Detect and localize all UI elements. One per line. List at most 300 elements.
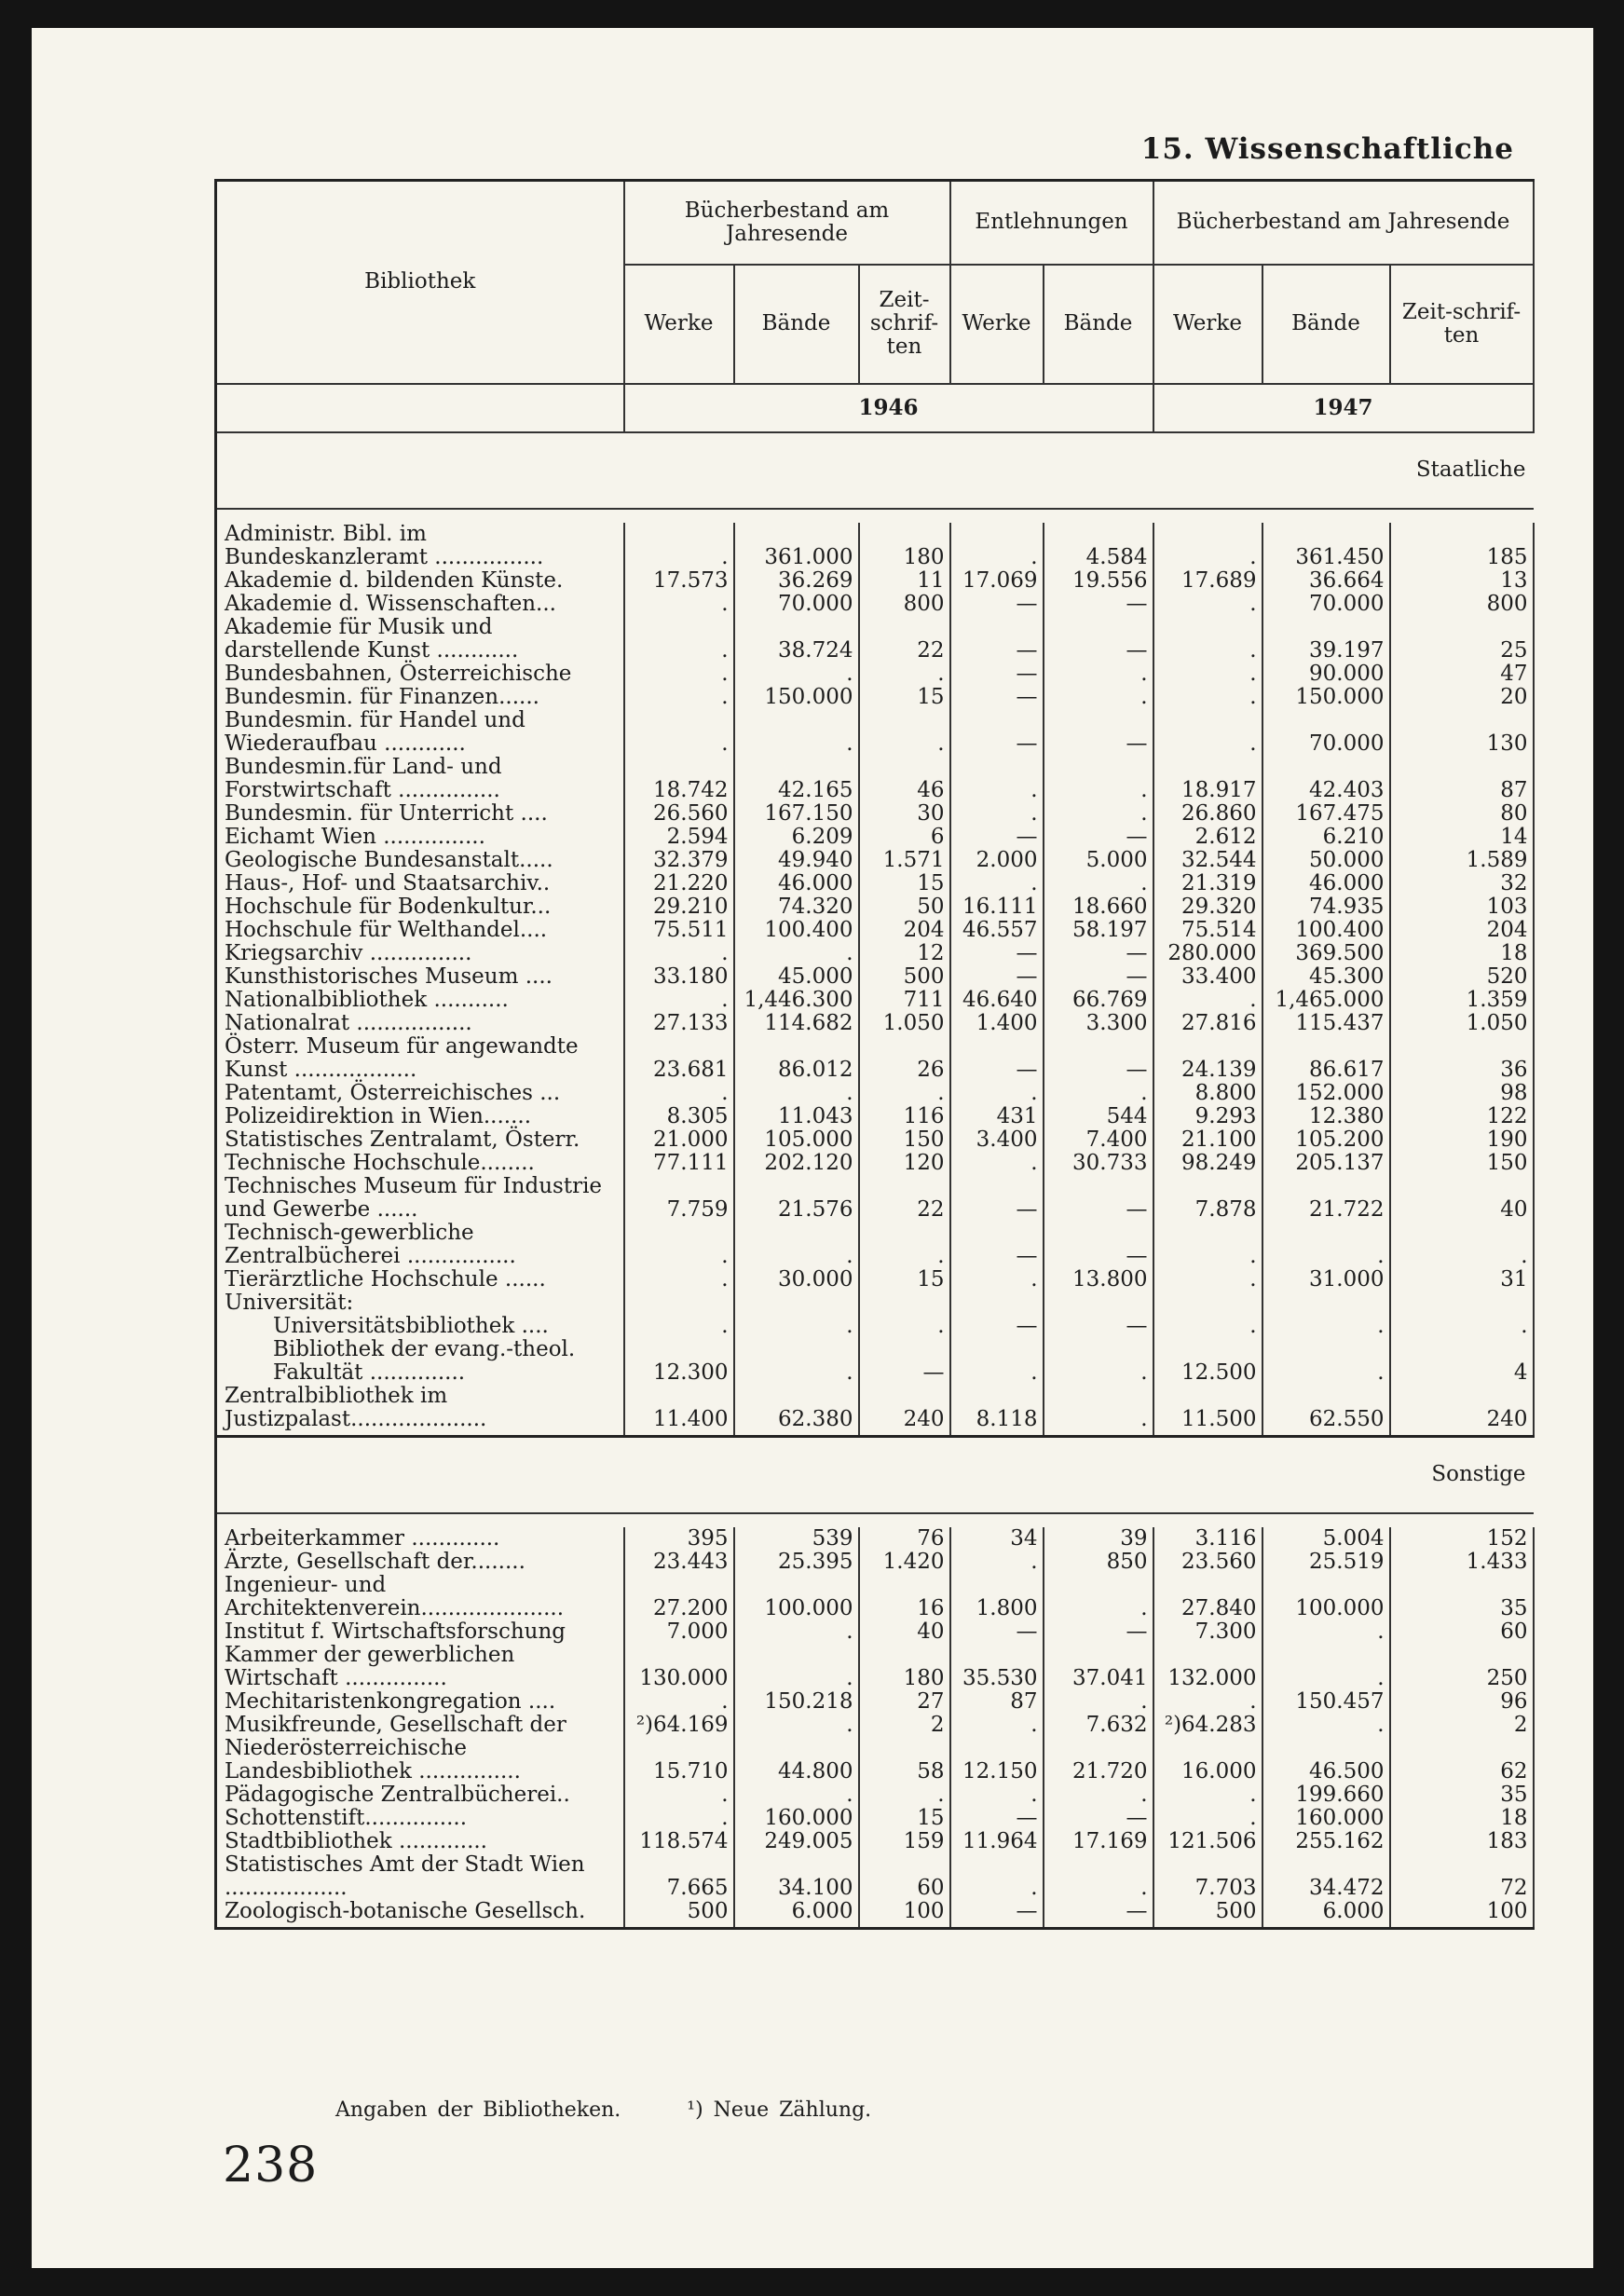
table-cell: . xyxy=(1044,686,1153,709)
table-cell: — xyxy=(950,709,1044,756)
table-cell: 30.733 xyxy=(1044,1152,1153,1175)
header-bestand-1947: Bücherbestand am Jahresende xyxy=(1153,181,1534,265)
table-cell: 36 xyxy=(1390,1035,1534,1082)
table-row xyxy=(216,1551,1534,1574)
table-cell: 500 xyxy=(624,1900,734,1929)
table-cell: 37.041 xyxy=(1044,1644,1153,1690)
table-cell: 8.305 xyxy=(624,1105,734,1128)
library-name: Universitätsbibliothek .... xyxy=(216,1315,624,1338)
table-cell: 98.249 xyxy=(1153,1152,1262,1175)
library-name: Pädagogische Zentralbücherei.. xyxy=(216,1784,624,1807)
table-cell: 114.682 xyxy=(734,1012,859,1035)
table-cell: 50.000 xyxy=(1262,849,1390,872)
table-cell: 34.472 xyxy=(1262,1853,1390,1900)
table-cell: 103 xyxy=(1390,895,1534,919)
table-cell: 1.571 xyxy=(859,849,950,872)
table-cell: 8.118 xyxy=(950,1385,1044,1437)
table-cell: . xyxy=(734,1644,859,1690)
library-statistics-table xyxy=(214,179,1535,1930)
table-cell: 130.000 xyxy=(624,1644,734,1690)
table-row xyxy=(216,686,1534,709)
table-cell: — xyxy=(1044,1807,1153,1830)
table-row xyxy=(216,1082,1534,1105)
table-cell: — xyxy=(950,686,1044,709)
table-row xyxy=(216,1620,1534,1644)
table-cell: 240 xyxy=(1390,1385,1534,1437)
table-row xyxy=(216,1690,1534,1714)
table-cell: . xyxy=(950,1853,1044,1900)
table-cell: 23.443 xyxy=(624,1551,734,1574)
table-cell: 98 xyxy=(1390,1082,1534,1105)
table-cell: 34.100 xyxy=(734,1853,859,1900)
table-cell: 850 xyxy=(1044,1551,1153,1574)
table-cell: 7.759 xyxy=(624,1175,734,1222)
table-row xyxy=(216,826,1534,849)
table-cell: 86.012 xyxy=(734,1035,859,1082)
table-cell: 100.000 xyxy=(1262,1574,1390,1620)
table-cell: . xyxy=(624,942,734,965)
table-cell: 11.043 xyxy=(734,1105,859,1128)
table-cell: 40 xyxy=(859,1620,950,1644)
table-cell: 29.210 xyxy=(624,895,734,919)
table-cell: . xyxy=(950,1338,1044,1385)
table-cell: 33.400 xyxy=(1153,965,1262,989)
table-cell: . xyxy=(950,1268,1044,1292)
table-row xyxy=(216,1152,1534,1175)
table-cell: . xyxy=(624,1082,734,1105)
table-cell: 17.689 xyxy=(1153,569,1262,593)
library-name: Tierärztliche Hochschule ...... xyxy=(216,1268,624,1292)
table-cell: 12.300 xyxy=(624,1338,734,1385)
table-cell: 180 xyxy=(859,1644,950,1690)
table-cell: 27.816 xyxy=(1153,1012,1262,1035)
header-baende: Bände xyxy=(1044,265,1153,384)
table-cell: 190 xyxy=(1390,1128,1534,1152)
table-cell: . xyxy=(624,686,734,709)
table-row xyxy=(216,1385,1534,1437)
table-cell: 42.165 xyxy=(734,756,859,802)
table-cell: 17.069 xyxy=(950,569,1044,593)
table-cell: 90.000 xyxy=(1262,663,1390,686)
table-cell: 20 xyxy=(1390,686,1534,709)
table-cell: 50 xyxy=(859,895,950,919)
table-cell: 46.500 xyxy=(1262,1737,1390,1784)
library-name: Österr. Museum für angewandte Kunst .................. xyxy=(216,1035,624,1082)
library-name: Statistisches Zentralamt, Österr. xyxy=(216,1128,624,1152)
table-row xyxy=(216,663,1534,686)
table-cell: 74.320 xyxy=(734,895,859,919)
table-cell: . xyxy=(859,1222,950,1268)
table-cell: 19.556 xyxy=(1044,569,1153,593)
table-cell: . xyxy=(734,1082,859,1105)
table-cell: . xyxy=(1262,1644,1390,1690)
table-cell: 2 xyxy=(1390,1714,1534,1737)
table-cell: 46 xyxy=(859,756,950,802)
table-cell: ²)64.283 xyxy=(1153,1714,1262,1737)
table-cell: 7.000 xyxy=(624,1620,734,1644)
table-cell: 46.000 xyxy=(734,872,859,895)
table-row xyxy=(216,942,1534,965)
table-cell: 1.050 xyxy=(859,1012,950,1035)
table-cell: 1.050 xyxy=(1390,1012,1534,1035)
library-name: Bundesmin. für Finanzen...... xyxy=(216,686,624,709)
table-cell xyxy=(950,1292,1044,1315)
table-cell: — xyxy=(950,1175,1044,1222)
table-cell: 4.584 xyxy=(1044,523,1153,569)
table-cell: 36.269 xyxy=(734,569,859,593)
table-cell: 185 xyxy=(1390,523,1534,569)
table-cell: 6.209 xyxy=(734,826,859,849)
table-cell: 21.722 xyxy=(1262,1175,1390,1222)
table-cell: 249.005 xyxy=(734,1830,859,1853)
table-cell: 26 xyxy=(859,1035,950,1082)
library-name: Statistisches Amt der Stadt Wien .................. xyxy=(216,1853,624,1900)
table-cell: 34 xyxy=(950,1527,1044,1551)
table-cell: . xyxy=(1153,616,1262,663)
table-cell: 76 xyxy=(859,1527,950,1551)
table-cell: . xyxy=(624,1222,734,1268)
table-cell: 21.720 xyxy=(1044,1737,1153,1784)
table-row xyxy=(216,1714,1534,1737)
table-cell: . xyxy=(1044,663,1153,686)
table-cell: 49.940 xyxy=(734,849,859,872)
table-row xyxy=(216,989,1534,1012)
table-cell: . xyxy=(1153,593,1262,616)
table-cell: 31.000 xyxy=(1262,1268,1390,1292)
table-cell: 150.457 xyxy=(1262,1690,1390,1714)
table-cell: 150 xyxy=(859,1128,950,1152)
header-year-blank xyxy=(216,384,624,432)
table-cell: 12.380 xyxy=(1262,1105,1390,1128)
table-cell: — xyxy=(1044,709,1153,756)
table-cell: . xyxy=(950,872,1044,895)
table-cell: 16.111 xyxy=(950,895,1044,919)
table-cell: 30 xyxy=(859,802,950,826)
table-cell: 58.197 xyxy=(1044,919,1153,942)
table-row xyxy=(216,802,1534,826)
table-cell: 87 xyxy=(950,1690,1044,1714)
table-cell: 44.800 xyxy=(734,1737,859,1784)
table-cell: 17.169 xyxy=(1044,1830,1153,1853)
table-cell: 18.660 xyxy=(1044,895,1153,919)
library-name: Administr. Bibl. im Bundeskanzleramt ................ xyxy=(216,523,624,569)
table-cell: 1.420 xyxy=(859,1551,950,1574)
table-cell: 35.530 xyxy=(950,1644,1044,1690)
library-name: Nationalrat ................. xyxy=(216,1012,624,1035)
table-cell: 121.506 xyxy=(1153,1830,1262,1853)
table-cell: . xyxy=(950,1082,1044,1105)
library-name: Haus-, Hof- und Staatsarchiv.. xyxy=(216,872,624,895)
table-row xyxy=(216,1292,1534,1315)
library-name: Polizeidirektion in Wien....... xyxy=(216,1105,624,1128)
table-cell: . xyxy=(950,1784,1044,1807)
table-cell: . xyxy=(1044,1082,1153,1105)
table-cell: — xyxy=(1044,1900,1153,1929)
table-cell: 13 xyxy=(1390,569,1534,593)
library-name: Akademie d. Wissenschaften... xyxy=(216,593,624,616)
table-cell: 7.632 xyxy=(1044,1714,1153,1737)
table-cell: . xyxy=(950,756,1044,802)
table-row xyxy=(216,1012,1534,1035)
table-cell: 21.100 xyxy=(1153,1128,1262,1152)
table-cell: 800 xyxy=(859,593,950,616)
table-cell: 361.000 xyxy=(734,523,859,569)
table-cell: 18.917 xyxy=(1153,756,1262,802)
table-cell: 167.150 xyxy=(734,802,859,826)
header-werke: Werke xyxy=(1153,265,1262,384)
table-cell: 29.320 xyxy=(1153,895,1262,919)
table-cell: . xyxy=(1153,1268,1262,1292)
table-row xyxy=(216,1644,1534,1690)
header-year-1947: 1947 xyxy=(1153,384,1534,432)
library-name: Institut f. Wirtschaftsforschung xyxy=(216,1620,624,1644)
table-cell: — xyxy=(950,965,1044,989)
table-cell: 3.300 xyxy=(1044,1012,1153,1035)
header-baende: Bände xyxy=(734,265,859,384)
table-cell: 27.840 xyxy=(1153,1574,1262,1620)
table-cell: . xyxy=(624,593,734,616)
table-cell: . xyxy=(734,1714,859,1737)
library-name: Universität: xyxy=(216,1292,624,1315)
table-cell: 105.000 xyxy=(734,1128,859,1152)
table-row xyxy=(216,1574,1534,1620)
table-cell: . xyxy=(624,1315,734,1338)
footnote-source: Angaben der Bibliotheken. xyxy=(335,2098,621,2122)
table-cell: . xyxy=(734,1222,859,1268)
table-cell: 12.500 xyxy=(1153,1338,1262,1385)
table-cell: 122 xyxy=(1390,1105,1534,1128)
header-werke: Werke xyxy=(624,265,734,384)
table-cell: — xyxy=(1044,1620,1153,1644)
table-cell xyxy=(1262,1292,1390,1315)
library-name: Akademie d. bildenden Künste. xyxy=(216,569,624,593)
table-cell: . xyxy=(1044,1690,1153,1714)
table-cell: — xyxy=(1044,826,1153,849)
table-cell: 160.000 xyxy=(1262,1807,1390,1830)
table-cell: 35 xyxy=(1390,1784,1534,1807)
table-cell: 74.935 xyxy=(1262,895,1390,919)
table-row xyxy=(216,593,1534,616)
header-baende: Bände xyxy=(1262,265,1390,384)
table-cell: — xyxy=(950,942,1044,965)
library-name: Stadtbibliothek ............. xyxy=(216,1830,624,1853)
library-name: Kriegsarchiv ............... xyxy=(216,942,624,965)
table-cell: 130 xyxy=(1390,709,1534,756)
table-cell: . xyxy=(859,663,950,686)
table-cell: 250 xyxy=(1390,1644,1534,1690)
table-cell: . xyxy=(1262,1714,1390,1737)
table-cell: 150.000 xyxy=(1262,686,1390,709)
table-cell: . xyxy=(950,523,1044,569)
table-cell: 26.560 xyxy=(624,802,734,826)
table-cell: 24.139 xyxy=(1153,1035,1262,1082)
table-cell xyxy=(1153,1292,1262,1315)
table-cell: . xyxy=(1390,1315,1534,1338)
table-cell: 25 xyxy=(1390,616,1534,663)
table-cell: 16.000 xyxy=(1153,1737,1262,1784)
library-name: Musikfreunde, Gesellschaft der xyxy=(216,1714,624,1737)
library-name: Technische Hochschule........ xyxy=(216,1152,624,1175)
table-cell: . xyxy=(1262,1315,1390,1338)
table-cell: . xyxy=(1262,1620,1390,1644)
table-cell: 70.000 xyxy=(1262,593,1390,616)
table-cell: . xyxy=(859,709,950,756)
table-cell: 6.000 xyxy=(734,1900,859,1929)
table-cell: 75.514 xyxy=(1153,919,1262,942)
table-cell: 150 xyxy=(1390,1152,1534,1175)
table-cell: . xyxy=(1153,989,1262,1012)
library-name: Ärzte, Gesellschaft der........ xyxy=(216,1551,624,1574)
table-cell: . xyxy=(734,1315,859,1338)
table-cell: 22 xyxy=(859,1175,950,1222)
table-cell: 21.319 xyxy=(1153,872,1262,895)
table-cell: 431 xyxy=(950,1105,1044,1128)
table-cell: 75.511 xyxy=(624,919,734,942)
table-cell: 46.557 xyxy=(950,919,1044,942)
table-cell: . xyxy=(1044,756,1153,802)
table-cell: 1,465.000 xyxy=(1262,989,1390,1012)
table-cell: 100.400 xyxy=(734,919,859,942)
table-cell: 66.769 xyxy=(1044,989,1153,1012)
page xyxy=(32,28,1593,2268)
library-name: Akademie für Musik und darstellende Kunst ............ xyxy=(216,616,624,663)
library-name: Patentamt, Österreichisches ... xyxy=(216,1082,624,1105)
table-cell: — xyxy=(950,663,1044,686)
table-cell: 7.400 xyxy=(1044,1128,1153,1152)
table-cell: 3.400 xyxy=(950,1128,1044,1152)
table-cell: 45.000 xyxy=(734,965,859,989)
table-cell: 46.640 xyxy=(950,989,1044,1012)
table-cell: 15 xyxy=(859,1807,950,1830)
table-cell: 70.000 xyxy=(734,593,859,616)
table-cell: . xyxy=(1153,1784,1262,1807)
table-cell: 23.681 xyxy=(624,1035,734,1082)
table-cell: 118.574 xyxy=(624,1830,734,1853)
table-cell: 180 xyxy=(859,523,950,569)
header-year-1946: 1946 xyxy=(624,384,1153,432)
table-cell: 87 xyxy=(1390,756,1534,802)
table-cell: . xyxy=(1044,872,1153,895)
table-cell: 60 xyxy=(1390,1620,1534,1644)
table-cell: . xyxy=(859,1315,950,1338)
table-cell: 77.111 xyxy=(624,1152,734,1175)
table-cell: 240 xyxy=(859,1385,950,1437)
library-name: Bundesbahnen, Österreichische xyxy=(216,663,624,686)
table-cell: 1,446.300 xyxy=(734,989,859,1012)
table-cell: . xyxy=(624,989,734,1012)
table-cell: 2.000 xyxy=(950,849,1044,872)
table-cell: 14 xyxy=(1390,826,1534,849)
table-cell: . xyxy=(734,942,859,965)
table-cell: 15 xyxy=(859,686,950,709)
table-cell: . xyxy=(950,1714,1044,1737)
library-name: Niederösterreichische Landesbibliothek ............... xyxy=(216,1737,624,1784)
table-cell: 116 xyxy=(859,1105,950,1128)
table-cell: 1.589 xyxy=(1390,849,1534,872)
library-name: Zoologisch-botanische Gesellsch. xyxy=(216,1900,624,1929)
table-row xyxy=(216,1784,1534,1807)
table-cell: 39.197 xyxy=(1262,616,1390,663)
table-cell: 2 xyxy=(859,1714,950,1737)
library-name: Mechitaristenkongregation .... xyxy=(216,1690,624,1714)
table-cell: 280.000 xyxy=(1153,942,1262,965)
table-cell: — xyxy=(950,616,1044,663)
table-cell: . xyxy=(1044,802,1153,826)
table-cell: 12 xyxy=(859,942,950,965)
library-name: Hochschule für Bodenkultur... xyxy=(216,895,624,919)
table-cell: 15 xyxy=(859,872,950,895)
table-cell: — xyxy=(950,826,1044,849)
library-name: Bundesmin. für Handel und Wiederaufbau ............ xyxy=(216,709,624,756)
table-cell: 25.395 xyxy=(734,1551,859,1574)
table-cell: 86.617 xyxy=(1262,1035,1390,1082)
table-cell: 6.000 xyxy=(1262,1900,1390,1929)
table-cell: 7.878 xyxy=(1153,1175,1262,1222)
table-cell: 152.000 xyxy=(1262,1082,1390,1105)
library-name: Kunsthistorisches Museum .... xyxy=(216,965,624,989)
table-cell: 4 xyxy=(1390,1338,1534,1385)
table-cell: 36.664 xyxy=(1262,569,1390,593)
table-cell: 15 xyxy=(859,1268,950,1292)
table-cell: 38.724 xyxy=(734,616,859,663)
table-cell: 120 xyxy=(859,1152,950,1175)
table-row xyxy=(216,1900,1534,1929)
table-cell: — xyxy=(859,1338,950,1385)
table-row xyxy=(216,1268,1534,1292)
table-cell: 70.000 xyxy=(1262,709,1390,756)
table-cell: . xyxy=(624,616,734,663)
table-cell: 40 xyxy=(1390,1175,1534,1222)
table-cell: 205.137 xyxy=(1262,1152,1390,1175)
table-cell: 167.475 xyxy=(1262,802,1390,826)
table-cell: . xyxy=(734,709,859,756)
table-cell: 150.218 xyxy=(734,1690,859,1714)
table-cell: 39 xyxy=(1044,1527,1153,1551)
table-cell: 100.400 xyxy=(1262,919,1390,942)
table-cell: 204 xyxy=(1390,919,1534,942)
header-zeitschriften: Zeit-schrif-ten xyxy=(1390,265,1534,384)
table-cell: — xyxy=(1044,1035,1153,1082)
table-cell: 18 xyxy=(1390,942,1534,965)
table-cell: . xyxy=(1153,1690,1262,1714)
table-cell: 9.293 xyxy=(1153,1105,1262,1128)
table-cell: 2.612 xyxy=(1153,826,1262,849)
library-name: Schottenstift............... xyxy=(216,1807,624,1830)
table-row xyxy=(216,1737,1534,1784)
section-title: 15. Wissenschaftliche xyxy=(1140,132,1514,166)
table-row xyxy=(216,1105,1534,1128)
table-cell: 32 xyxy=(1390,872,1534,895)
library-name: Bundesmin.für Land- und Forstwirtschaft ............... xyxy=(216,756,624,802)
table-cell: 7.703 xyxy=(1153,1853,1262,1900)
header-werke: Werke xyxy=(950,265,1044,384)
table-cell: 105.200 xyxy=(1262,1128,1390,1152)
table-cell: 21.000 xyxy=(624,1128,734,1152)
table-cell: 500 xyxy=(859,965,950,989)
table-cell: 7.300 xyxy=(1153,1620,1262,1644)
table-cell: . xyxy=(859,1082,950,1105)
table-cell: . xyxy=(859,1784,950,1807)
table-cell: 30.000 xyxy=(734,1268,859,1292)
table-cell: 47 xyxy=(1390,663,1534,686)
table-cell: 204 xyxy=(859,919,950,942)
table-row xyxy=(216,616,1534,663)
library-name: Bundesmin. für Unterricht .... xyxy=(216,802,624,826)
table-cell xyxy=(734,1292,859,1315)
table-cell: — xyxy=(1044,616,1153,663)
table-cell: . xyxy=(1153,1807,1262,1830)
table-cell: — xyxy=(950,1222,1044,1268)
